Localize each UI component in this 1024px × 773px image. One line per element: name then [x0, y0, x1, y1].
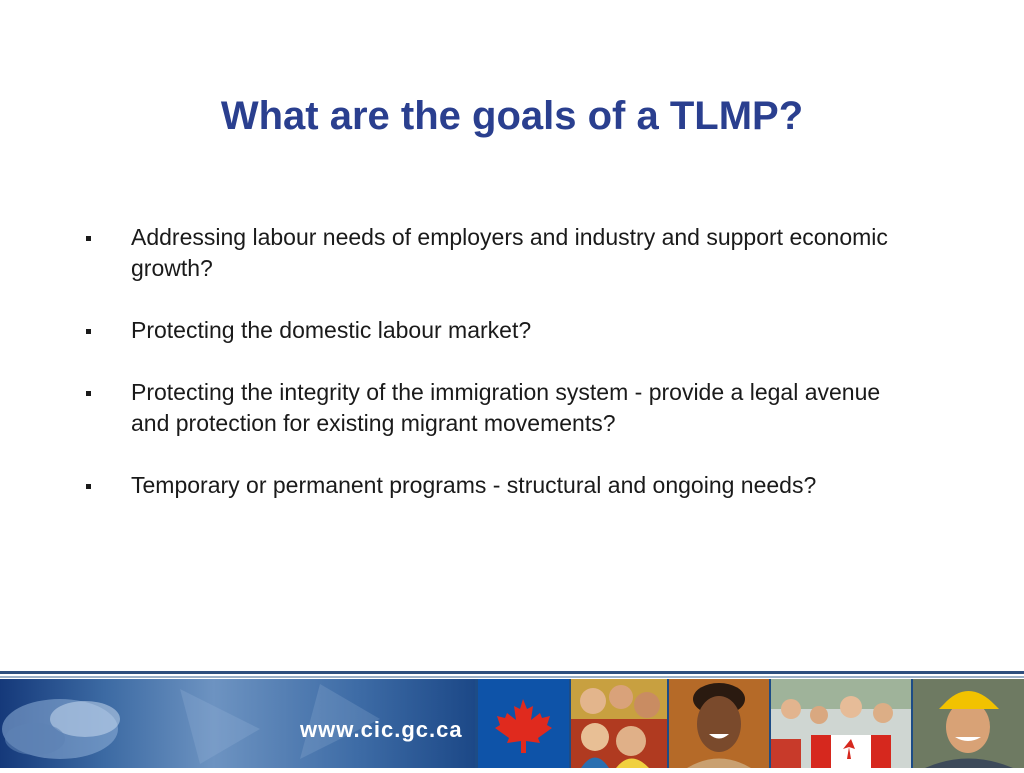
- smiling-woman-photo: [669, 679, 769, 768]
- maple-leaf-icon: [478, 679, 569, 768]
- website-link[interactable]: www.cic.gc.ca: [300, 717, 463, 742]
- footer-divider-thin: [0, 676, 1024, 678]
- bullet-item: [84, 222, 924, 284]
- canada-day-crowd-photo: [771, 679, 911, 768]
- bullet-item: [84, 377, 924, 439]
- construction-worker-photo: [913, 679, 1024, 768]
- children-group-photo: [571, 679, 667, 768]
- bullet-text: Protecting the integrity of the immigration system - provide a legal avenue and protection for existing migrant movements?: [131, 379, 881, 436]
- bullet-icon: [86, 329, 91, 334]
- bullet-text: Addressing labour needs of employers and industry and support economic growth?: [131, 224, 888, 281]
- bullet-text: Protecting the domestic labour market?: [131, 317, 532, 343]
- bullet-item: [84, 315, 924, 346]
- bullet-list: [84, 222, 924, 532]
- bullet-text: Temporary or permanent programs - structural and ongoing needs?: [131, 472, 817, 498]
- bullet-icon: [86, 236, 91, 241]
- slide-title: What are the goals of a TLMP?: [220, 94, 804, 138]
- bullet-item: [84, 470, 924, 501]
- bullet-icon: [86, 484, 91, 489]
- bullet-icon: [86, 391, 91, 396]
